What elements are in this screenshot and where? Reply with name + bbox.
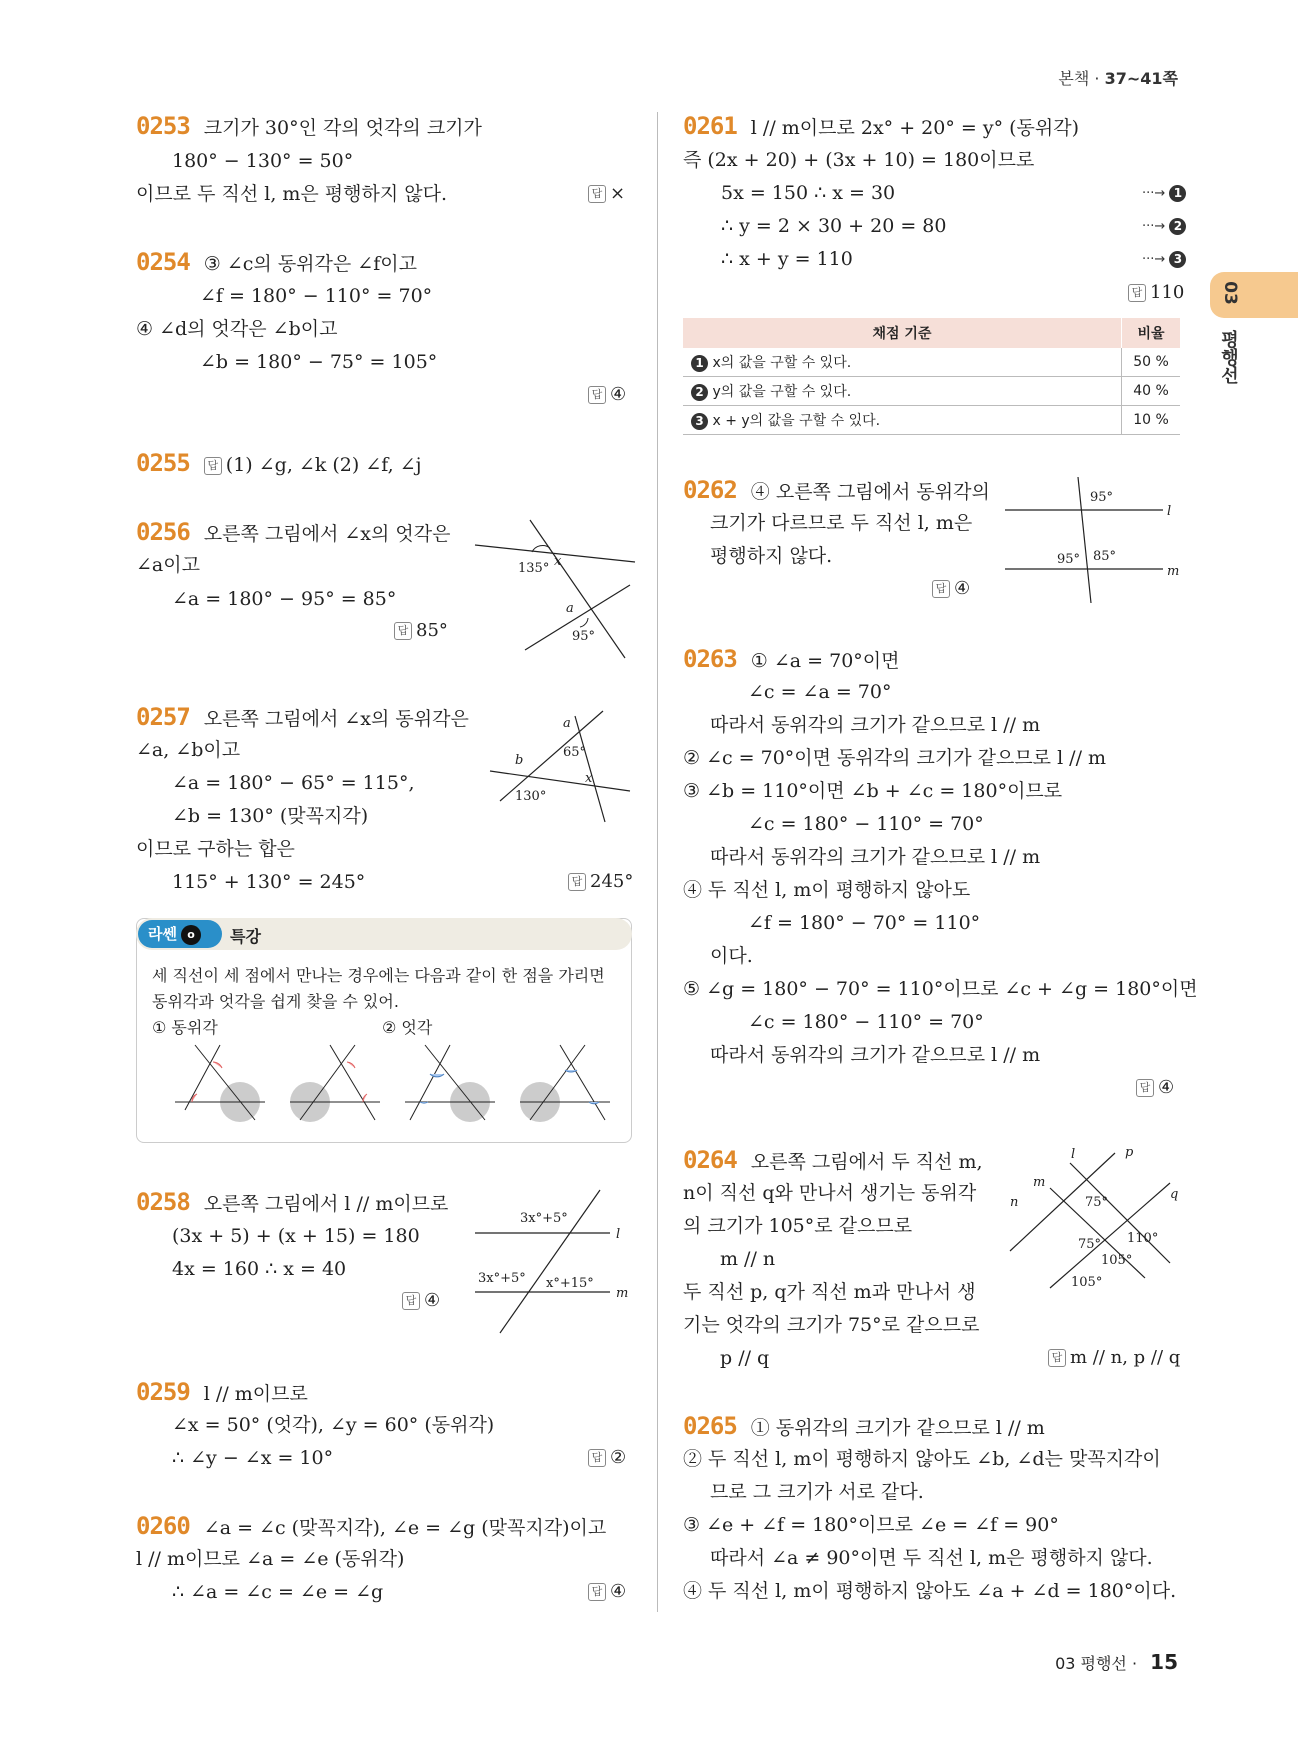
text-line: ∠a, ∠b이고 xyxy=(136,739,241,761)
text-line: l // m이므로 2x° + 20° = y° (동위각) xyxy=(750,117,1080,139)
table-header: 채점 기준 xyxy=(683,318,1122,348)
text-line: p // q xyxy=(720,1347,770,1369)
angle-label: 75° xyxy=(1078,1237,1102,1252)
special-figures xyxy=(170,1040,620,1125)
side-tab-number: 03 xyxy=(1219,281,1240,305)
answer-value: ④ xyxy=(610,384,627,405)
criterion-text: y의 값을 구할 수 있다. xyxy=(712,384,852,400)
text-line: 따라서 동위각의 크기가 같으므로 l // m xyxy=(710,1044,1041,1066)
table-header: 비율 xyxy=(1122,318,1181,348)
header-book: 본책 xyxy=(1058,69,1090,88)
table-row xyxy=(683,406,1180,435)
angle-label: 3x°+5° xyxy=(478,1271,526,1286)
answer-value: ④ xyxy=(610,1581,627,1602)
answer-icon: 답 xyxy=(588,1449,606,1467)
criterion-text: x의 값을 구할 수 있다. xyxy=(712,355,852,371)
text-line: n이 직선 q와 만나서 생기는 동위각 xyxy=(683,1182,977,1204)
text-line: ∠f = 180° − 70° = 110° xyxy=(748,912,981,934)
line-label: m xyxy=(1167,564,1180,579)
logo-text: 라쎈 xyxy=(148,925,177,943)
step-mark: ···→ 1 xyxy=(1142,182,1186,206)
answer xyxy=(568,871,633,892)
text-line: m // n xyxy=(720,1248,776,1270)
angle-label: x xyxy=(585,771,593,786)
answer-value: ④ xyxy=(954,578,971,599)
step-number: 1 xyxy=(691,355,708,372)
column-divider xyxy=(657,112,658,1612)
text-line: 즉 (2x + 20) + (3x + 10) = 180이므로 xyxy=(683,149,1035,171)
text-line: 따라서 ∠a ≠ 90°이면 두 직선 l, m은 평행하지 않다. xyxy=(710,1547,1153,1569)
problem-0265 xyxy=(683,1414,1045,1440)
text-line: ∠b = 130° (맞꼭지각) xyxy=(172,805,369,827)
text-line: 오른쪽 그림에서 ∠x의 엇각은 xyxy=(203,523,451,545)
angle-label: x°+15° xyxy=(546,1276,594,1291)
text-line: ④ 두 직선 l, m이 평행하지 않아도 xyxy=(683,879,971,901)
problem-0255 xyxy=(136,451,422,477)
table-row xyxy=(683,377,1180,406)
text-line: ∠f = 180° − 110° = 70° xyxy=(200,285,433,307)
line-label: q xyxy=(1170,1187,1179,1202)
line-label: p xyxy=(1125,1145,1134,1160)
text-line: ② 두 직선 l, m이 평행하지 않아도 ∠b, ∠d는 맞꼭지각이 xyxy=(683,1448,1161,1470)
angle-label: a xyxy=(563,716,571,731)
step-mark: ···→ 2 xyxy=(1142,215,1186,239)
text-line: ∠c = ∠a = 70° xyxy=(748,681,892,703)
step-number: 3 xyxy=(1169,251,1186,268)
figure-corresponding-1 xyxy=(175,1045,265,1122)
text-line: ④ ∠d의 엇각은 ∠b이고 xyxy=(136,318,338,340)
answer xyxy=(588,183,625,204)
angle-label: 105° xyxy=(1071,1275,1103,1290)
problem-0253 xyxy=(136,114,482,140)
problem-number: 0261 xyxy=(683,112,737,140)
line-label: m xyxy=(616,1286,629,1301)
problem-0259 xyxy=(136,1380,308,1406)
text-line: 5x = 150 ∴ x = 30 xyxy=(721,182,896,204)
text-line: (1) ∠g, ∠k (2) ∠f, ∠j xyxy=(225,454,422,476)
text-line: 오른쪽 그림에서 ∠x의 동위각은 xyxy=(203,708,469,730)
answer-value: 245° xyxy=(590,871,634,892)
footer-chapter: 03 평행선 xyxy=(1055,1654,1127,1673)
text-line: ∠x = 50° (엇각), ∠y = 60° (동위각) xyxy=(172,1414,495,1436)
text-line: 기는 엇각의 크기가 75°로 같으므로 xyxy=(683,1314,980,1336)
line-label: l xyxy=(616,1227,621,1242)
line-label: n xyxy=(1010,1195,1019,1210)
answer-value: ② xyxy=(610,1447,627,1468)
special-logo xyxy=(138,920,222,948)
step-number: 2 xyxy=(691,384,708,401)
ratio: 40 % xyxy=(1122,377,1181,406)
problem-0256 xyxy=(136,520,450,546)
text-line: ④ 오른쪽 그림에서 동위각의 xyxy=(750,481,990,503)
step-number: 1 xyxy=(1169,185,1186,202)
figure-0262 xyxy=(1005,475,1185,605)
angle-label: 95° xyxy=(572,629,596,644)
step-mark: ···→ 3 xyxy=(1142,248,1186,272)
answer xyxy=(588,384,626,405)
text-line: ④ 두 직선 l, m이 평행하지 않아도 ∠a + ∠d = 180°이다. xyxy=(683,1580,1177,1602)
text-line: l // m이므로 ∠a = ∠e (동위각) xyxy=(136,1548,405,1570)
text-line: 따라서 동위각의 크기가 같으므로 l // m xyxy=(710,714,1041,736)
problem-0264 xyxy=(683,1148,983,1174)
text-line: 이므로 두 직선 l, m은 평행하지 않다. xyxy=(136,183,448,205)
angle-label: 3x°+5° xyxy=(520,1211,568,1226)
line-label: l xyxy=(1071,1147,1076,1162)
answer xyxy=(1136,1077,1174,1098)
figure-corresponding-2 xyxy=(290,1045,380,1122)
text-line: ③ ∠b = 110°이면 ∠b + ∠c = 180°이므로 xyxy=(683,780,1063,802)
ratio: 50 % xyxy=(1122,348,1181,377)
text-line: 크기가 다르므로 두 직선 l, m은 xyxy=(710,512,973,534)
special-text: 세 직선이 세 점에서 만나는 경우에는 다음과 같이 한 점을 가리면 xyxy=(152,966,605,985)
table-cell xyxy=(683,348,1122,377)
angle-label: 85° xyxy=(1093,549,1117,564)
text-line: (3x + 5) + (x + 15) = 180 xyxy=(172,1225,420,1247)
problem-number: 0257 xyxy=(136,703,190,731)
page-number: 15 xyxy=(1150,1650,1178,1674)
problem-0258 xyxy=(136,1190,448,1216)
angle-label: 110° xyxy=(1127,1231,1159,1246)
text-line: ∠a = 180° − 95° = 85° xyxy=(172,588,397,610)
angle-label: b xyxy=(515,753,524,768)
line-label: m xyxy=(1033,1175,1046,1190)
problem-number: 0265 xyxy=(683,1412,737,1440)
problem-number: 0263 xyxy=(683,645,737,673)
text-line: 180° − 130° = 50° xyxy=(172,150,354,172)
table-row xyxy=(683,348,1180,377)
problem-number: 0262 xyxy=(683,476,737,504)
answer-value: × xyxy=(610,183,626,204)
text-line: ② ∠c = 70°이면 동위각의 크기가 같으므로 l // m xyxy=(683,747,1107,769)
angle-label: 135° xyxy=(518,561,550,576)
answer-icon: 답 xyxy=(1048,1349,1066,1367)
text-line: ③ ∠e + ∠f = 180°이므로 ∠e = ∠f = 90° xyxy=(683,1514,1059,1536)
figure-0264 xyxy=(1005,1145,1185,1298)
text-line: ① 동위각의 크기가 같으므로 l // m xyxy=(750,1417,1045,1439)
figure-alternate-1 xyxy=(405,1045,495,1122)
text-line: 이다. xyxy=(710,945,753,967)
angle-label: 95° xyxy=(1057,552,1081,567)
text-line: 4x = 160 ∴ x = 40 xyxy=(172,1258,347,1280)
text-line: ③ ∠c의 동위각은 ∠f이고 xyxy=(203,253,417,275)
side-tab-name: 평행선 xyxy=(1218,330,1239,384)
answer-icon: 답 xyxy=(588,386,606,404)
angle-label: x xyxy=(554,554,562,569)
answer-icon: 답 xyxy=(932,580,950,598)
answer-value: ④ xyxy=(1158,1077,1175,1098)
answer-icon: 답 xyxy=(588,185,606,203)
answer-value: 110 xyxy=(1150,282,1185,303)
table-cell xyxy=(683,406,1122,435)
problem-number: 0255 xyxy=(136,449,190,477)
angle-label: 65° xyxy=(563,745,587,760)
problem-number: 0260 xyxy=(136,1512,190,1540)
answer xyxy=(1128,282,1184,303)
special-text: 동위각과 엇각을 쉽게 찾을 수 있어. xyxy=(152,992,399,1011)
angle-label: 130° xyxy=(515,789,547,804)
text-line: ∠a = ∠c (맞꼭지각), ∠e = ∠g (맞꼭지각)이고 xyxy=(203,1517,607,1539)
answer xyxy=(1048,1347,1180,1368)
figure-0257 xyxy=(485,706,635,826)
problem-0262 xyxy=(683,478,990,504)
answer-icon: 답 xyxy=(1128,284,1146,302)
text-line: 크기가 30°인 각의 엇각의 크기가 xyxy=(203,117,482,139)
figure-alternate-2 xyxy=(520,1045,610,1122)
text-line: 므로 그 크기가 서로 같다. xyxy=(710,1481,924,1503)
problem-number: 0256 xyxy=(136,518,190,546)
scoring-table xyxy=(683,318,1180,435)
text-line: l // m이므로 xyxy=(203,1383,308,1405)
special-caption: ① 동위각 xyxy=(152,1018,218,1037)
problem-number: 0254 xyxy=(136,248,190,276)
answer xyxy=(588,1447,626,1468)
text-line: ∴ y = 2 × 30 + 20 = 80 xyxy=(721,215,947,237)
text-line: 평행하지 않다. xyxy=(710,545,833,567)
text-line: ∠b = 180° − 75° = 105° xyxy=(200,351,438,373)
text-line: ∠c = 180° − 110° = 70° xyxy=(748,813,984,835)
answer-value: ④ xyxy=(424,1290,441,1311)
problem-number: 0253 xyxy=(136,112,190,140)
special-caption: ② 엇각 xyxy=(382,1018,433,1037)
page-header: 본책 · 37~41쪽 xyxy=(1058,69,1178,88)
angle-label: 75° xyxy=(1085,1195,1109,1210)
answer-icon: 답 xyxy=(204,457,222,475)
text-line: 이므로 구하는 합은 xyxy=(136,838,295,860)
text-line: ∴ x + y = 110 xyxy=(721,248,853,270)
ratio: 10 % xyxy=(1122,406,1181,435)
angle-label: 105° xyxy=(1101,1253,1133,1268)
text-line: 115° + 130° = 245° xyxy=(172,871,366,893)
text-line: 따라서 동위각의 크기가 같으므로 l // m xyxy=(710,846,1041,868)
logo-mark: o xyxy=(181,925,201,945)
answer xyxy=(402,1290,440,1311)
text-line: ∴ ∠y − ∠x = 10° xyxy=(172,1447,334,1469)
page-footer: 03 평행선 · 15 xyxy=(1055,1650,1178,1674)
answer-value: m // n, p // q xyxy=(1070,1347,1181,1368)
angle-label: a xyxy=(566,601,574,616)
line-label: l xyxy=(1167,504,1172,519)
problem-0260 xyxy=(136,1514,606,1540)
table-header-row xyxy=(683,318,1180,348)
angle-label: 95° xyxy=(1090,490,1114,505)
text-line: 오른쪽 그림에서 l // m이므로 xyxy=(203,1193,449,1215)
figure-0256 xyxy=(470,520,640,660)
answer xyxy=(932,578,970,599)
answer-icon: 답 xyxy=(394,622,412,640)
answer-icon: 답 xyxy=(402,1292,420,1310)
text-line: 오른쪽 그림에서 두 직선 m, xyxy=(750,1151,983,1173)
answer-icon: 답 xyxy=(568,873,586,891)
answer xyxy=(588,1581,626,1602)
table-cell xyxy=(683,377,1122,406)
text-line: ∠a이고 xyxy=(136,554,200,576)
text-line: ∠c = 180° − 110° = 70° xyxy=(748,1011,984,1033)
problem-0257 xyxy=(136,705,469,731)
problem-number: 0264 xyxy=(683,1146,737,1174)
special-title: 특강 xyxy=(230,927,261,946)
answer-icon: 답 xyxy=(1136,1079,1154,1097)
text-line: 의 크기가 105°로 같으므로 xyxy=(683,1215,913,1237)
answer-icon: 답 xyxy=(588,1583,606,1601)
text-line: ∠a = 180° − 65° = 115°, xyxy=(172,772,415,794)
answer-value: 85° xyxy=(416,620,448,641)
problem-0261 xyxy=(683,114,1079,140)
header-pages: 37~41쪽 xyxy=(1104,69,1178,88)
text-line: ∴ ∠a = ∠c = ∠e = ∠g xyxy=(172,1581,384,1603)
problem-0263 xyxy=(683,647,900,673)
step-number: 3 xyxy=(691,413,708,430)
criterion-text: x + y의 값을 구할 수 있다. xyxy=(712,413,881,429)
problem-0254 xyxy=(136,250,417,276)
problem-number: 0259 xyxy=(136,1378,190,1406)
text-line: ① ∠a = 70°이면 xyxy=(750,650,900,672)
figure-0258 xyxy=(470,1185,640,1335)
answer xyxy=(394,620,448,641)
text-line: ⑤ ∠g = 180° − 70° = 110°이므로 ∠c + ∠g = 180°이면 xyxy=(683,978,1198,1000)
problem-number: 0258 xyxy=(136,1188,190,1216)
text-line: 두 직선 p, q가 직선 m과 만나서 생 xyxy=(683,1281,976,1303)
step-number: 2 xyxy=(1169,218,1186,235)
